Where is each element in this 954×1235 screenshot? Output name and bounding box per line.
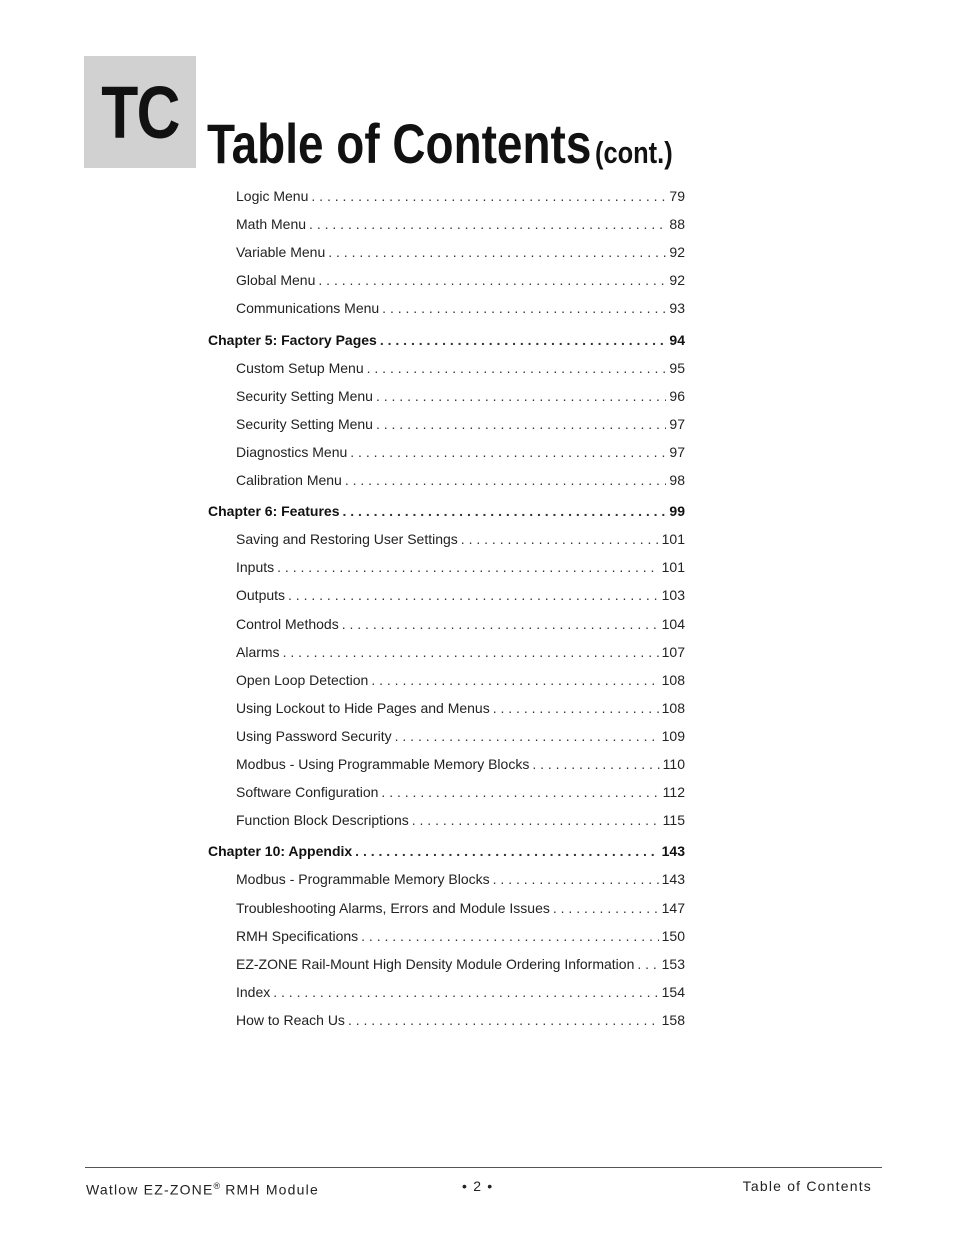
toc-entry-page: 97 [669,444,685,460]
toc-entry[interactable] [236,186,685,206]
dot-leader [342,501,666,521]
toc-entry-label: Software Configuration [236,784,379,800]
toc-entry[interactable] [236,442,685,462]
dot-leader [461,529,659,549]
toc-entry-page: 101 [661,531,685,547]
toc-entry[interactable] [236,557,685,577]
toc-entry[interactable] [236,670,685,690]
toc-entry[interactable] [236,869,685,889]
toc-entry-label: Variable Menu [236,244,326,260]
toc-entry[interactable] [236,926,685,946]
dot-leader [348,1010,659,1030]
toc-entry[interactable] [236,470,685,490]
toc-entry-label: Modbus - Using Programmable Memory Blocks [236,756,530,772]
toc-entry-page: 158 [661,1012,685,1028]
toc-entry[interactable] [236,754,685,774]
toc-entry-label: Open Loop Detection [236,672,369,688]
dot-leader [367,358,667,378]
toc-entry-label: How to Reach Us [236,1012,345,1028]
dot-leader [355,841,658,861]
toc-entry-page: 96 [669,388,685,404]
toc-entry-page: 92 [669,272,685,288]
toc-entry-page: 112 [662,784,685,800]
toc-entry[interactable] [236,270,685,290]
toc-entry-page: 103 [661,587,685,603]
toc-entry[interactable] [236,614,685,634]
toc-entry-page: 107 [661,644,685,660]
toc-entry-page: 97 [669,416,685,432]
toc-entry[interactable] [236,214,685,234]
toc-entry-label: Chapter 10: Appendix [208,843,353,859]
toc-entry[interactable] [236,529,685,549]
toc-entry-label: Security Setting Menu [236,388,373,404]
toc-entry-label: Using Lockout to Hide Pages and Menus [236,700,490,716]
toc-entry[interactable] [236,810,685,830]
page-title [207,112,673,176]
toc-entry-label: Control Methods [236,616,339,632]
dot-leader [273,982,658,1002]
toc-entry-label: Logic Menu [236,188,309,204]
toc-entry-label: Index [236,984,271,1000]
dot-leader [361,926,658,946]
dot-leader [493,869,659,889]
dot-leader [342,614,659,634]
dot-leader [309,214,666,234]
toc-entry-page: 109 [661,728,685,744]
toc-entry-label: Inputs [236,559,275,575]
footer-product: Watlow EZ-ZONE [86,1181,214,1198]
toc-entry-label: Diagnostics Menu [236,444,348,460]
dot-leader [382,298,666,318]
dot-leader [493,698,659,718]
toc-entry-page: 154 [661,984,685,1000]
toc-entry-label: Troubleshooting Alarms, Errors and Module Issues [236,900,550,916]
toc-entry-label: Math Menu [236,216,307,232]
toc-chapter-entry[interactable] [208,841,685,861]
toc-entry[interactable] [236,242,685,262]
toc-chapter-entry[interactable] [208,501,685,521]
toc-entry-label: EZ-ZONE Rail-Mount High Density Module Ordering Information [236,956,635,972]
dot-leader [345,470,667,490]
footer-divider [85,1167,882,1168]
registered-mark: ® [213,1181,221,1191]
toc-entry[interactable] [236,585,685,605]
section-badge-text: TC [101,71,179,154]
toc-entry-label: Communications Menu [236,300,380,316]
footer-document-name [86,1176,319,1200]
dot-leader [532,754,659,774]
toc-entry[interactable] [236,642,685,662]
toc-entry-label: Chapter 5: Factory Pages [208,332,377,348]
toc-entry-label: Saving and Restoring User Settings [236,531,458,547]
toc-entry[interactable] [236,414,685,434]
toc-entry[interactable] [236,954,685,974]
toc-entry[interactable] [236,782,685,802]
toc-entry[interactable] [236,698,685,718]
dot-leader [350,442,666,462]
toc-entry-page: 147 [661,900,685,916]
toc-entry-page: 150 [661,928,685,944]
page-title-suffix: (cont.) [595,135,673,170]
toc-entry-page: 143 [661,843,685,859]
toc-entry-label: Outputs [236,587,286,603]
dot-leader [318,270,666,290]
footer-section-name: Table of Contents [742,1178,872,1194]
toc-entry-label: Security Setting Menu [236,416,373,432]
dot-leader [283,642,659,662]
dot-leader [311,186,666,206]
toc-entry-label: Using Password Security [236,728,392,744]
toc-entry[interactable] [236,898,685,918]
toc-entry[interactable] [236,358,685,378]
toc-entry-page: 108 [661,700,685,716]
dot-leader [376,414,666,434]
toc-entry-page: 99 [669,503,685,519]
dot-leader [371,670,658,690]
toc-entry[interactable] [236,386,685,406]
toc-entry-page: 104 [661,616,685,632]
toc-entry-label: Chapter 6: Features [208,503,340,519]
toc-entry-page: 143 [661,871,685,887]
toc-entry[interactable] [236,726,685,746]
toc-entry-page: 115 [662,812,685,828]
toc-entry-label: Alarms [236,644,280,660]
toc-entry-label: Global Menu [236,272,316,288]
toc-entry-page: 92 [669,244,685,260]
dot-leader [395,726,659,746]
toc-entry-page: 88 [669,216,685,232]
dot-leader [277,557,659,577]
page-title-main: Table of Contents [207,112,592,175]
toc-entry[interactable] [236,298,685,318]
toc-entry-page: 101 [661,559,685,575]
toc-entry-label: Modbus - Programmable Memory Blocks [236,871,490,887]
toc-entry-page: 94 [669,332,685,348]
dot-leader [412,810,660,830]
dot-leader [380,330,667,350]
footer-module: RMH Module [220,1181,319,1198]
toc-entry-label: Function Block Descriptions [236,812,409,828]
toc-entry-label: Custom Setup Menu [236,360,364,376]
toc-entry-page: 79 [669,188,685,204]
dot-leader [553,898,659,918]
footer-page-number: • 2 • [462,1178,494,1194]
toc-entry-page: 110 [662,756,685,772]
dot-leader [376,386,666,406]
toc-entry-page: 93 [669,300,685,316]
dot-leader [381,782,659,802]
toc-entry-page: 95 [669,360,685,376]
toc-entry-label: Calibration Menu [236,472,342,488]
toc-entry-label: RMH Specifications [236,928,359,944]
dot-leader [328,242,666,262]
toc-entry-page: 98 [669,472,685,488]
dot-leader [637,954,658,974]
toc-entry[interactable] [236,1010,685,1030]
dot-leader [288,585,659,605]
toc-chapter-entry[interactable] [208,330,685,350]
toc-entry[interactable] [236,982,685,1002]
section-badge [84,56,196,168]
toc-entry-page: 153 [661,956,685,972]
toc-entry-page: 108 [661,672,685,688]
